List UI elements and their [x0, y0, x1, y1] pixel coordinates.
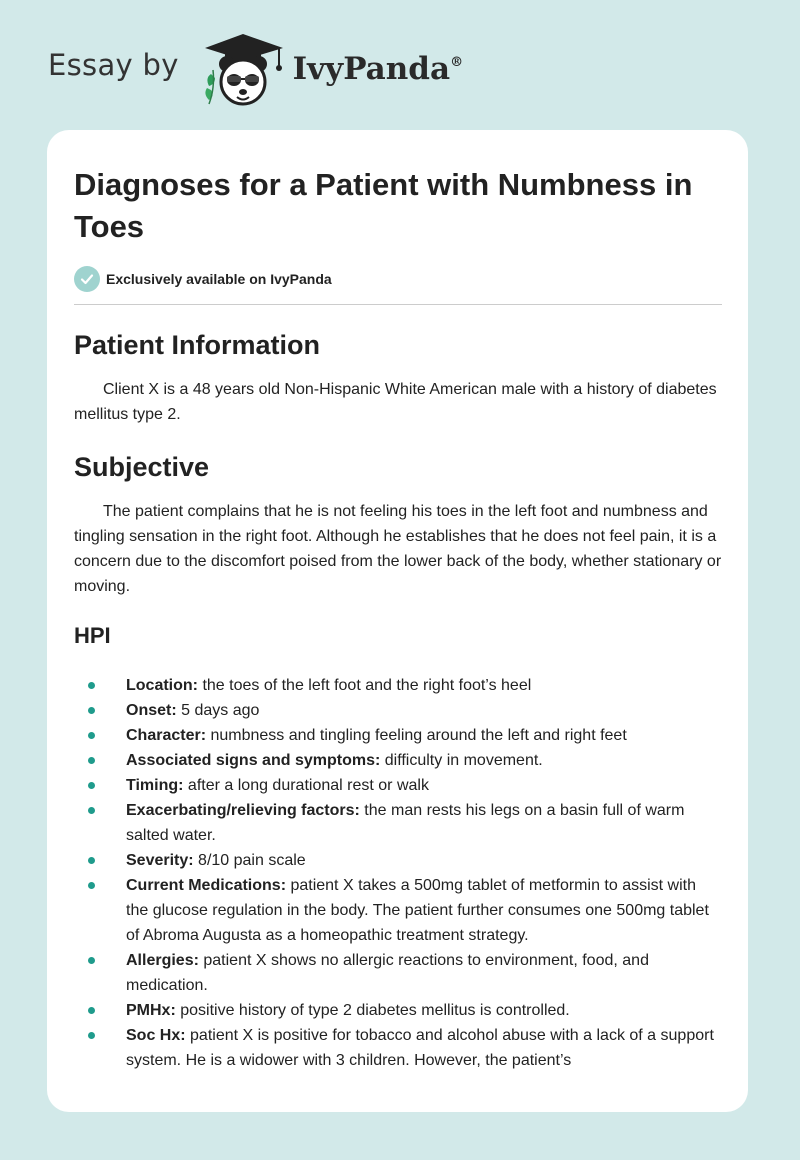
site-header: [48, 30, 463, 110]
bullet-icon: [88, 857, 95, 864]
bullet-icon: [88, 1032, 95, 1039]
list-item: Associated signs and symptoms: difficulty in movement.: [74, 748, 722, 773]
panda-graduate-icon[interactable]: [197, 30, 289, 110]
list-item: Timing: after a long durational rest or walk: [74, 773, 722, 798]
bullet-icon: [88, 757, 95, 764]
brand-name[interactable]: IvyPanda®: [292, 51, 464, 87]
article-card: [47, 130, 748, 1112]
exclusive-badge-text: Exclusively available on IvyPanda: [106, 271, 332, 287]
article-title: Diagnoses for a Patient with Numbness in Toes: [74, 167, 693, 244]
divider: [74, 304, 722, 305]
bullet-icon: [88, 957, 95, 964]
section-heading-hpi: HPI: [74, 623, 111, 648]
list-item: Allergies: patient X shows no allergic reactions to environment, food, and medication.: [74, 948, 722, 998]
list-item: Severity: 8/10 pain scale: [74, 848, 722, 873]
bullet-icon: [88, 782, 95, 789]
hpi-list: [74, 673, 722, 1073]
list-item: Character: numbness and tingling feeling around the left and right feet: [74, 723, 722, 748]
list-item: Current Medications: patient X takes a 500mg tablet of metformin to assist with the glucose regulation in the body. The patient further consumes one 500mg tablet of Abroma Augusta as a homeopathic treatment strategy.: [74, 873, 722, 948]
bullet-icon: [88, 682, 95, 689]
list-item: Soc Hx: patient X is positive for tobacco and alcohol abuse with a lack of a support system. He is a widower with 3 children. However, the patient’s: [74, 1023, 722, 1073]
section-heading-patient-information: Patient Information: [74, 330, 321, 360]
section-heading-subjective: Subjective: [74, 452, 210, 482]
list-item: PMHx: positive history of type 2 diabetes mellitus is controlled.: [74, 998, 722, 1023]
bullet-icon: [88, 882, 95, 889]
list-item: Exacerbating/relieving factors: the man rests his legs on a basin full of warm salted water.: [74, 798, 722, 848]
list-item: Onset: 5 days ago: [74, 698, 722, 723]
bullet-icon: [88, 732, 95, 739]
list-item: Location: the toes of the left foot and the right foot’s heel: [74, 673, 722, 698]
exclusive-badge: [74, 266, 722, 292]
bullet-icon: [88, 707, 95, 714]
check-icon: [74, 266, 100, 292]
paragraph-subjective: The patient complains that he is not feeling his toes in the left foot and numbness and tingling sensation in the right foot. Although he establishes that he does not feel pain, it is a concern due to the discomfort poised from the lower back of the body, whether stationary or moving.: [74, 503, 722, 595]
bullet-icon: [88, 807, 95, 814]
essay-by-label: Essay by: [48, 48, 179, 82]
bullet-icon: [88, 1007, 95, 1014]
paragraph-patient-information: Client X is a 48 years old Non-Hispanic White American male with a history of diabetes mellitus type 2.: [74, 381, 717, 423]
